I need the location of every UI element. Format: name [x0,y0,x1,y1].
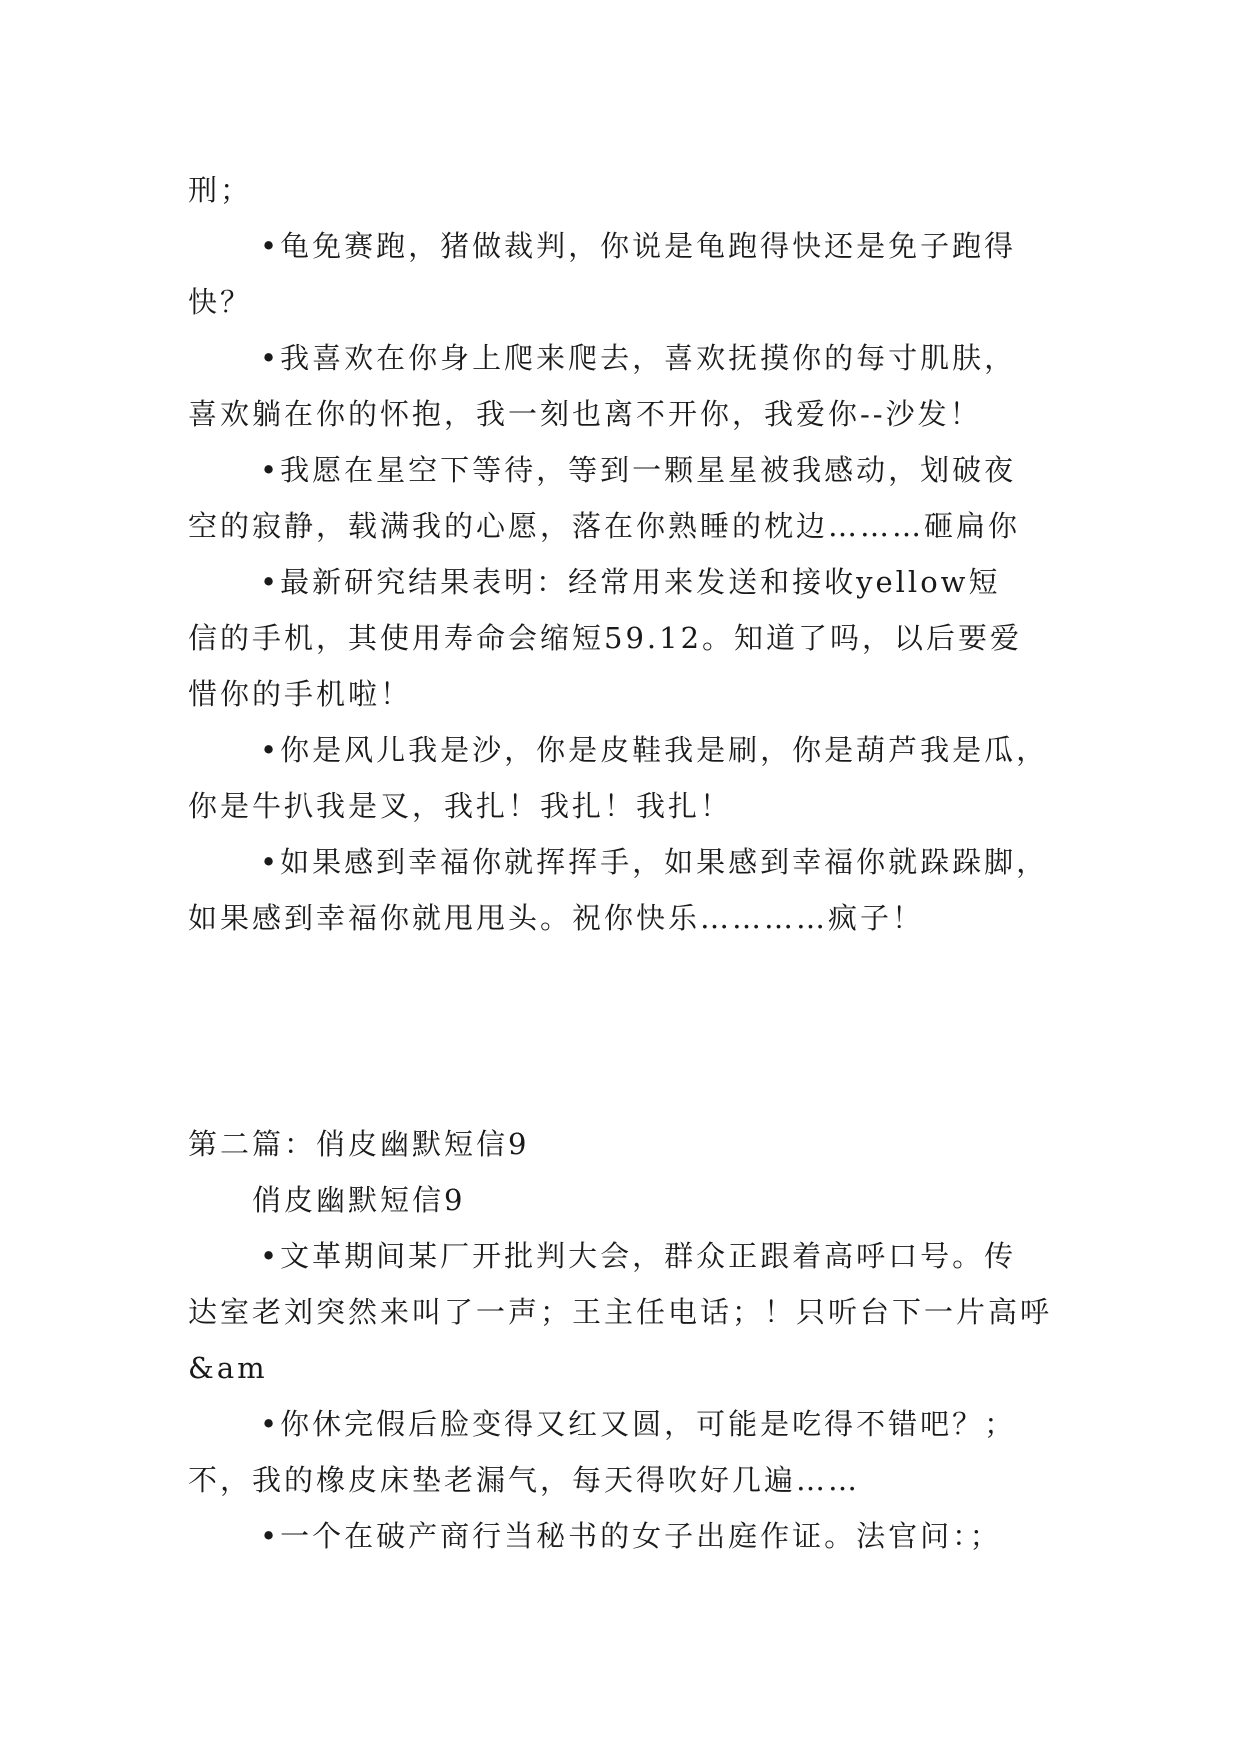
section-gap [188,946,1048,1116]
paragraph-line: •文革期间某厂开批判大会，群众正跟着高呼口号。传 [260,1239,1017,1273]
paragraph-line: 刑； [188,173,253,207]
paragraph-line: •最新研究结果表明：经常用来发送和接收yellow短 [260,565,1001,599]
paragraph-line: 快？ [188,285,253,319]
section-subheading: 俏皮幽默短信9 [252,1183,466,1217]
paragraph-line: 你是牛扒我是叉，我扎！我扎！我扎！ [188,789,733,823]
paragraph-line: 惜你的手机啦！ [188,677,413,711]
paragraph-line: •我愿在星空下等待，等到一颗星星被我感动，划破夜 [260,453,1017,487]
paragraph-line: 达室老刘突然来叫了一声；王主任电话；！只听台下一片高呼 [188,1295,1053,1329]
paragraph-line: •如果感到幸福你就挥挥手，如果感到幸福你就跺跺脚， [260,845,1049,879]
paragraph-line: &am [188,1351,268,1385]
paragraph-line: 如果感到幸福你就甩甩头。祝你快乐…………疯子！ [188,901,925,935]
paragraph-line: •龟免赛跑，猪做裁判，你说是龟跑得快还是免子跑得 [260,229,1017,263]
paragraph-line: •一个在破产商行当秘书的女子出庭作证。法官问：； [260,1519,1002,1553]
paragraph-line: 空的寂静，载满我的心愿，落在你熟睡的枕边………砸扁你 [188,509,1021,543]
paragraph-line: 信的手机，其使用寿命会缩短59.12。知道了吗，以后要爱 [188,621,1023,655]
paragraph-line: 喜欢躺在你的怀抱，我一刻也离不开你，我爱你--沙发！ [188,397,982,431]
paragraph-line: •我喜欢在你身上爬来爬去，喜欢抚摸你的每寸肌肤， [260,341,1017,375]
section-heading: 第二篇：俏皮幽默短信9 [188,1127,530,1161]
paragraph-line: 不，我的橡皮床垫老漏气，每天得吹好几遍…… [188,1463,861,1497]
paragraph-line: •你是风儿我是沙，你是皮鞋我是刷，你是葫芦我是瓜， [260,733,1049,767]
paragraph-line: •你休完假后脸变得又红又圆，可能是吃得不错吧？； [260,1407,1017,1441]
document-page [188,162,1053,1564]
